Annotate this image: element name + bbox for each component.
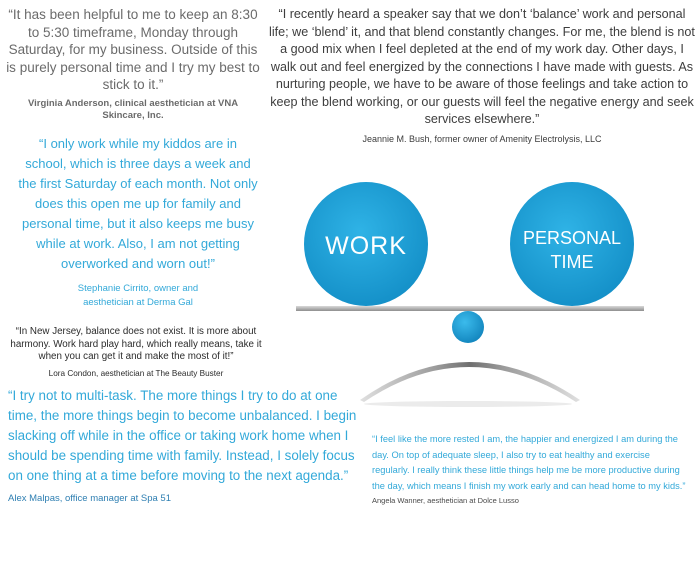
work-label: WORK — [325, 232, 407, 260]
balance-beam — [296, 306, 644, 311]
quote-attribution: Virginia Anderson, clinical aesthetician at VNA Skincare, Inc. — [27, 97, 239, 121]
quote-virginia — [6, 6, 260, 123]
attribution-line: Stephanie Cirrito, owner and — [77, 283, 199, 294]
quote-angela — [372, 432, 688, 506]
attribution-line: aesthetician at Derma Gal — [83, 297, 193, 308]
quote-lora — [8, 326, 264, 379]
quote-text: “I feel like the more rested I am, the happier and energized I am during the day. On top of adequate sleep, I also try to eat healthy and exercise regularly. I really think these little things help me be more productive during the day, which means I finish my work early and can head home to my kids.” — [372, 434, 686, 491]
quote-attribution: Alex Malpas, office manager at Spa 51 — [8, 493, 172, 504]
quote-text: “I try not to multi-task. The more things I try to do at one time, the more things begin to become unbalanced. I begin slacking off while in the office or taking work home when I should be spending time with family. Instead, I solely focus on one thing at a time before moving to the next agenda.” — [8, 388, 357, 483]
quote-attribution: Jeannie M. Bush, former owner of Amenity Electrolysis, LLC — [362, 133, 602, 144]
quote-stephanie — [18, 134, 258, 310]
quote-text: “It has been helpful to me to keep an 8:30 to 5:30 timeframe, Monday through Saturday, for my business. Outside of this is purely personal time and I try my best to stick to it.” — [6, 7, 260, 92]
quote-attribution: Lora Condon, aesthetician at The Beauty Buster — [48, 368, 224, 378]
personal-label-line1: PERSONAL — [522, 228, 622, 248]
quote-attribution — [18, 282, 258, 310]
balance-scale-illustration — [290, 172, 690, 428]
base-shadow — [364, 401, 572, 407]
personal-label-line2: TIME — [550, 252, 594, 272]
quote-text: “I only work while my kiddos are in school, which is three days a week and the first Saturday of each month. Not only does this open me up for family and personal time, but it also keeps me busy while at work. Also, I am not getting overworked and worn out!” — [18, 136, 258, 271]
arc-base — [360, 362, 580, 402]
quote-attribution: Angela Wanner, aesthetician at Dolce Lusso — [372, 496, 519, 505]
pivot-ball — [452, 311, 484, 343]
quote-text: “In New Jersey, balance does not exist. It is more about harmony. Work hard play hard, which really means, take it when you can get it and make the most of it!” — [10, 326, 262, 362]
quote-text: “I recently heard a speaker say that we don’t ‘balance’ work and personal life; we ‘blend’ it, and that blend constantly changes. For me, the blend is not a good mix when I feel depleted at the end of my work day. Other days, I walk out and feel energized by the connections I have made with guests. As nurturing people, we have to be aware of those feelings and take action to keep the blend working, or our guests will feel the negative energy and seek services elsewhere.” — [269, 7, 695, 126]
quote-jeannie — [268, 6, 696, 145]
